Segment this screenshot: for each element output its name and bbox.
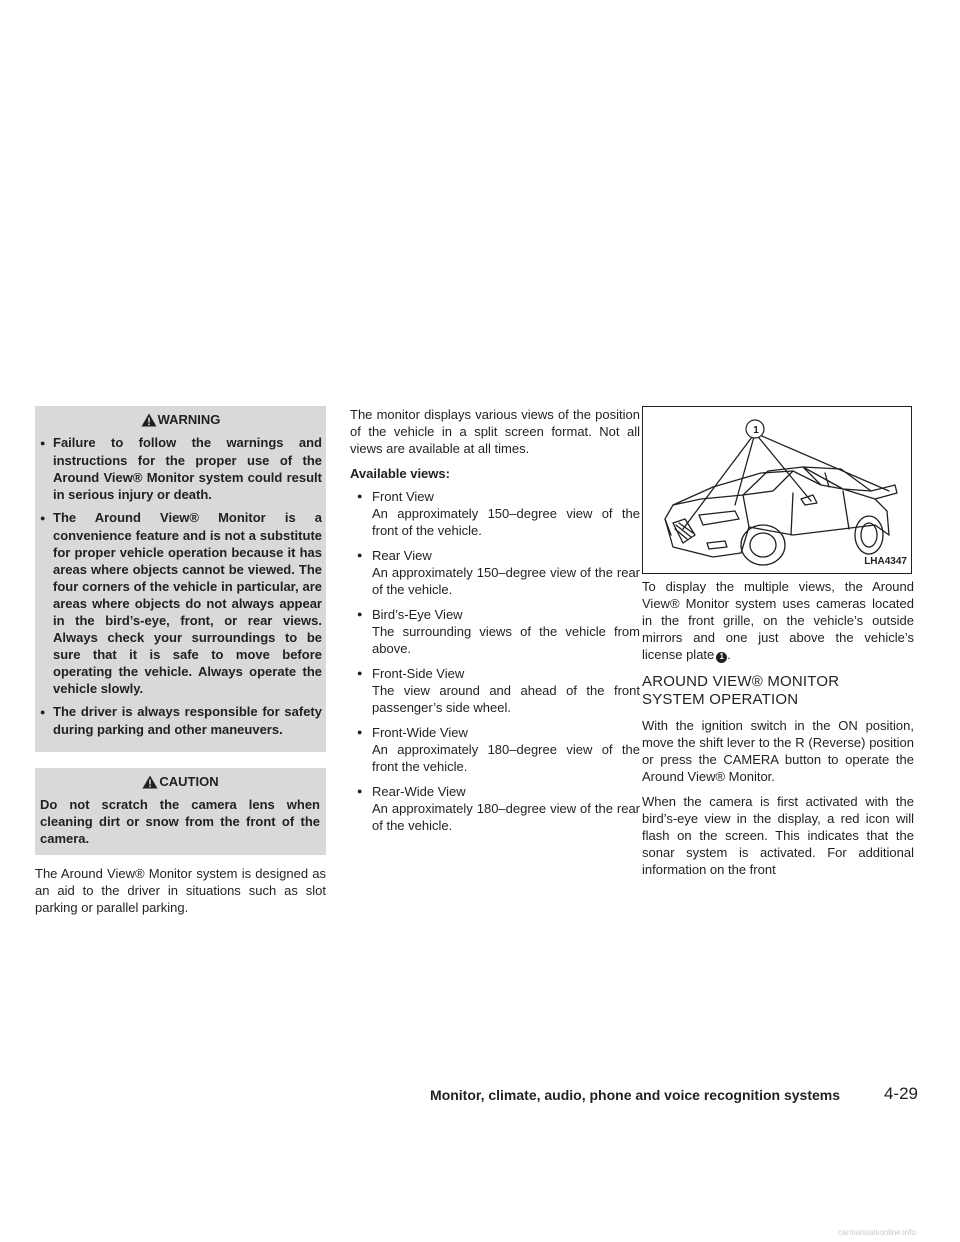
view-desc: The view around and ahead of the front passenger’s side wheel. xyxy=(372,683,640,715)
views-intro: The monitor displays various views of the position of the vehicle in a split screen format. Not all views are available at all times. xyxy=(350,407,640,456)
section-title-line2: SYSTEM OPERATION xyxy=(642,691,799,708)
car-illustration xyxy=(643,407,911,573)
view-title: ● Front-Wide View xyxy=(372,725,468,740)
caution-text: Do not scratch the camera lens when cleaning dirt or snow from the front of the camera. xyxy=(40,797,320,846)
warning-triangle-icon xyxy=(142,775,158,795)
callout-marker: 1 xyxy=(753,425,759,436)
warning-item: ● The Around View® Monitor is a convenience feature and is not a substitute for proper vehicle operation because it has areas where objects cannot be viewed. The four corners of the vehicle in particular, are areas where objects do not always appear in the bird’s-eye, front, or rear views. Always check your surroundings to be sure that it is safe to move before operating the vehicle. Always operate the vehicle slowly. xyxy=(39,509,322,697)
warning-item: ● Failure to follow the warnings and instructions for the proper use of the Around View® Monitor system could result in serious injury or death. xyxy=(39,434,322,503)
list-item xyxy=(350,547,640,598)
caution-heading xyxy=(39,772,322,792)
views-list xyxy=(350,488,640,834)
cameras-text: To display the multiple views, the Around View® Monitor system uses cameras located in the front grille, on the vehicle’s outside mirrors and one just above the vehicle’s license plate xyxy=(642,579,914,662)
footer-title: Monitor, climate, audio, phone and voice recognition systems xyxy=(430,1087,840,1103)
section-title xyxy=(642,673,914,709)
warning-box xyxy=(35,406,326,752)
view-desc: An approximately 180–degree view of the front the vehicle. xyxy=(372,742,640,774)
view-desc: An approximately 150–degree view of the rear of the vehicle. xyxy=(372,565,640,597)
view-title: ● Bird’s-Eye View xyxy=(372,607,463,622)
page-number: 4-29 xyxy=(883,1084,918,1103)
warning-heading xyxy=(39,410,322,430)
right-column xyxy=(642,406,914,886)
watermark: carmanualsonline.info xyxy=(838,1228,916,1237)
view-desc: The surrounding views of the vehicle from above. xyxy=(372,624,640,656)
intro-paragraph: The Around View® Monitor system is designed as an aid to the driver in situations such as slot parking or parallel parking. xyxy=(35,866,326,915)
views-heading: Available views: xyxy=(350,466,450,481)
figure-code: LHA4347 xyxy=(864,556,907,567)
list-item xyxy=(350,724,640,775)
warning-title: WARNING xyxy=(157,412,221,427)
list-item xyxy=(350,606,640,657)
callout-ref: 1 xyxy=(716,652,727,663)
warning-item: ● The driver is always responsible for safety during parking and other maneuvers. xyxy=(39,703,322,738)
view-desc: An approximately 150–degree view of the front of the vehicle. xyxy=(372,506,640,538)
operation-paragraph-1: With the ignition switch in the ON position, move the shift lever to the R (Reverse) position or press the CAMERA button to operate the Around View® Monitor. xyxy=(642,718,914,784)
operation-paragraph-2: When the camera is first activated with the bird’s-eye view in the display, a red icon will flash on the screen. This indicates that the sonar system is activated. For additional information on the front xyxy=(642,794,914,877)
list-item xyxy=(350,783,640,834)
view-title: ● Front View xyxy=(372,489,434,504)
view-title: ● Front-Side View xyxy=(372,666,465,681)
view-desc: An approximately 180–degree view of the rear of the vehicle. xyxy=(372,801,640,833)
section-title-line1: AROUND VIEW® MONITOR xyxy=(642,673,840,690)
caution-title: CAUTION xyxy=(159,774,219,789)
left-column xyxy=(35,406,326,924)
warning-triangle-icon xyxy=(141,413,157,433)
caution-box xyxy=(35,768,326,855)
list-item xyxy=(350,665,640,716)
middle-column xyxy=(350,406,640,842)
cameras-end: . xyxy=(727,647,731,662)
view-title: ● Rear View xyxy=(372,548,432,563)
list-item xyxy=(350,488,640,539)
warning-list xyxy=(39,434,322,738)
view-title: ● Rear-Wide View xyxy=(372,784,466,799)
cameras-paragraph xyxy=(642,578,914,663)
page-footer xyxy=(425,1084,918,1106)
car-camera-illustration xyxy=(642,406,912,574)
